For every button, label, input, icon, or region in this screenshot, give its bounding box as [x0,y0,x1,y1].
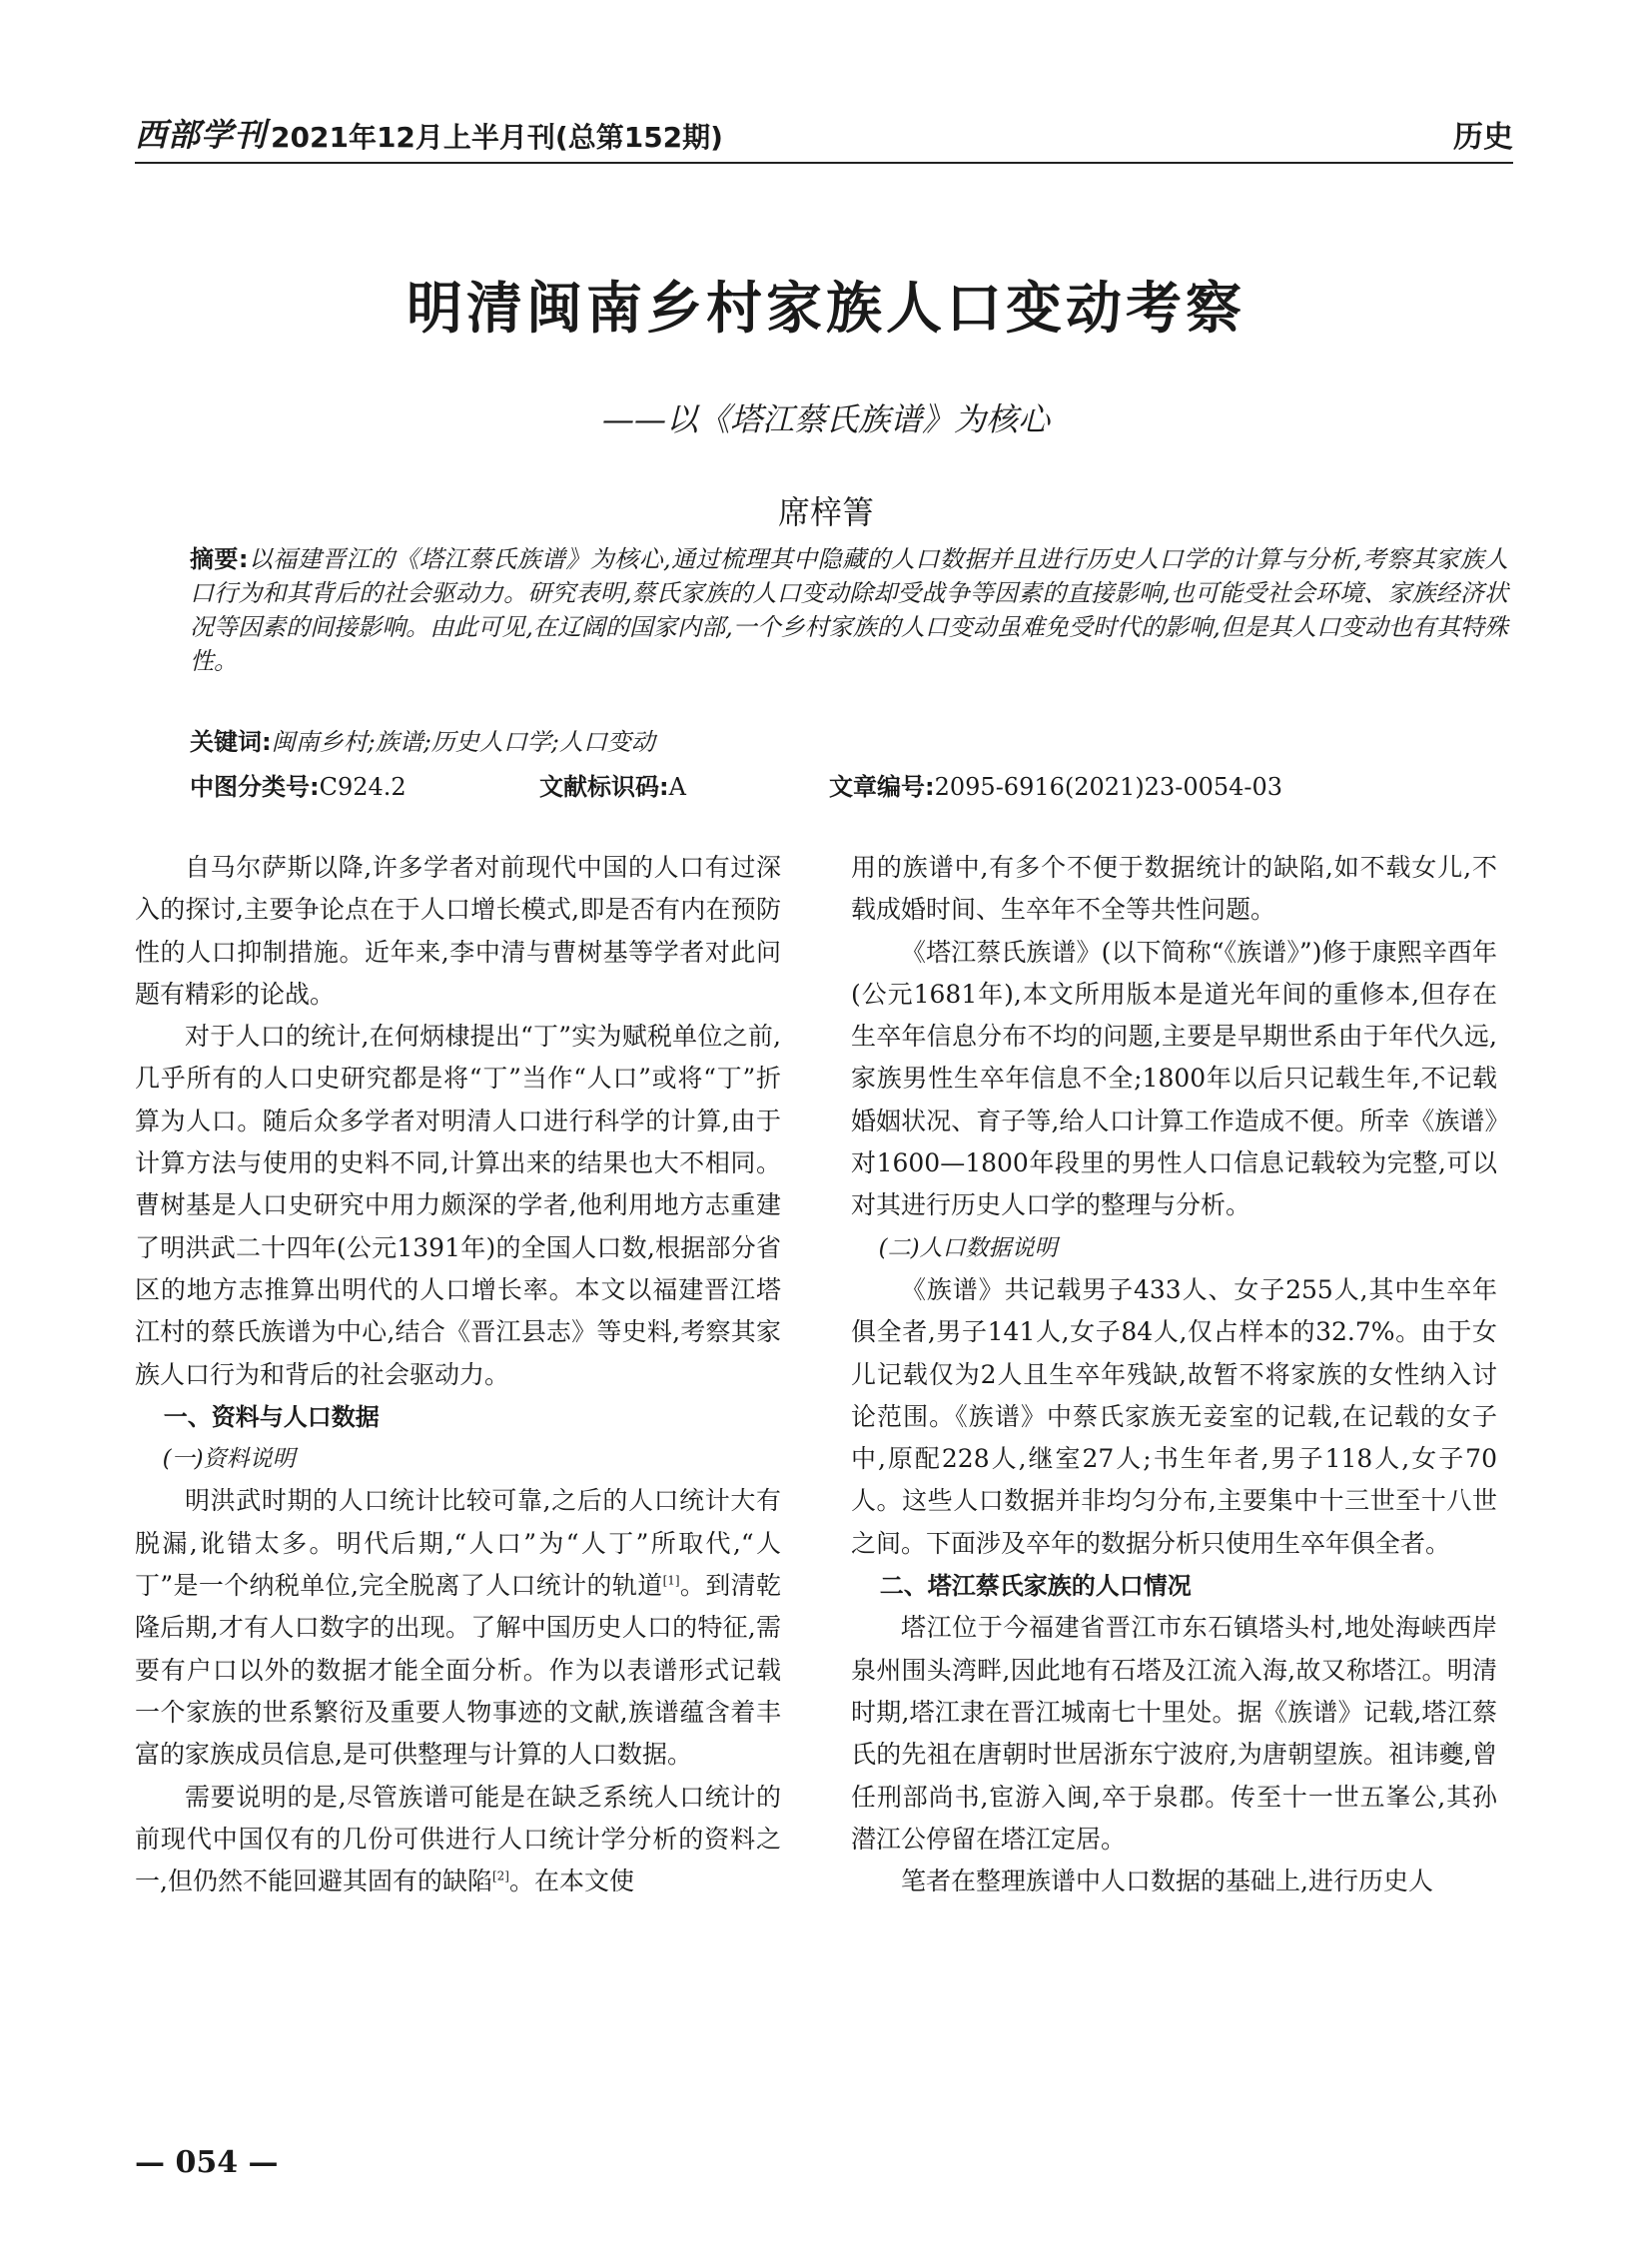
doc-value: A [668,773,686,801]
clc-value: C924.2 [319,773,407,801]
page-number: — 054 — [135,2145,279,2180]
paragraph-text: 。在本文使 [508,1867,634,1896]
section-heading: 二、塔江蔡氏家族的人口情况 [879,1572,1192,1601]
article-value: 2095-6916(2021)23-0054-03 [934,773,1283,801]
keywords [190,722,1508,757]
paragraph [135,1777,781,1903]
article-label: 文章编号: [829,773,935,801]
keywords-text: 闽南乡村;族谱;历史人口学;人口变动 [271,728,655,756]
paragraph-text: 需要说明的是,尽管族谱可能是在缺乏系统人口统计的前现代中国仅有的几份可供进行人口统计学分析的资料之一,但仍然不能回避其固有的缺陷 [135,1782,781,1896]
author-name: 席梓箐 [777,493,874,531]
paragraph: 自马尔萨斯以降,许多学者对前现代中国的人口有过深入的探讨,主要争论点在于人口增长模式,即是否有内在预防性的人口抑制措施。近年来,李中清与曹树基等学者对此问题有精彩的论战。 [135,853,781,1009]
journal-info [135,110,723,156]
clc-label: 中图分类号: [190,773,320,801]
issue-line: 2021年12月上半月刊(总第152期) [271,121,723,154]
paragraph-text: 。到清乾隆后期,才有人口数字的出现。了解中国历史人口的特征,需要有户口以外的数据才能全面分析。作为以表谱形式记载一个家族的世系繁衍及重要人物事迹的文献,族谱蕴含着丰富的家族成员信息,是可供整理与计算的人口数据。 [135,1571,781,1770]
subsection-heading: (二)人口数据说明 [878,1234,1058,1261]
abstract [190,542,1508,678]
article-meta [190,767,1508,802]
clc-number [190,767,539,802]
paragraph: 笔者在整理族谱中人口数据的基础上,进行历史人 [901,1867,1433,1896]
paragraph: 塔江位于今福建省晋江市东石镇塔头村,地处海峡西岸泉州围头湾畔,因此地有石塔及江流入海,故又称塔江。明清时期,塔江隶在晋江城南七十里处。据《族谱》记载,塔江蔡氏的先祖在唐朝时世居浙东宁波府,为唐朝望族。祖讳夔,曾任刑部尚书,宦游入闽,卒于泉郡。传至十一世五峯公,其孙潜江公停留在塔江定居。 [851,1613,1497,1854]
section-heading: 一、资料与人口数据 [163,1402,380,1431]
body-column-right [851,847,1497,1902]
subsection-heading: (一)资料说明 [162,1446,296,1473]
article-number [829,767,1428,802]
body-column-left [135,847,781,1902]
abstract-text: 以福建晋江的《塔江蔡氏族谱》为核心,通过梳理其中隐藏的人口数据并且进行历史人口学的计算与分析,考察其家族人口行为和其背后的社会驱动力。研究表明,蔡氏家族的人口变动除却受战争等因素的直接影响,也可能受社会环境、家族经济状况等因素的间接影响。由此可见,在辽阔的国家内部,一个乡村家族的人口变动虽难免受时代的影响,但是其人口变动也有其特殊性。 [190,545,1508,675]
article-subtitle: ——以《塔江蔡氏族谱》为核心 [601,400,1050,438]
paragraph [135,1480,781,1776]
keywords-label: 关键词: [190,728,272,756]
paragraph: 《族谱》共记载男子433人、女子255人,其中生卒年俱全者,男子141人,女子84人,仅占样本的32.7%。由于女儿记载仅为2人且生卒年残缺,故暂不将家族的女性纳入讨论范围。《族谱》中蔡氏家族无妾室的记载,在记载的女子中,原配228人,继室27人;书生年者,男子118人,女子70人。这些人口数据并非均匀分布,主要集中十三世至十八世之间。下面涉及卒年的数据分析只使用生卒年俱全者。 [851,1274,1497,1558]
citation-ref: [1] [662,1573,680,1588]
header-rule [135,162,1513,164]
article-title: 明清闽南乡村家族人口变动考察 [407,277,1245,342]
journal-logo: 西部学刊 [135,116,268,154]
paragraph: 对于人口的统计,在何炳棣提出“丁”实为赋税单位之前,几乎所有的人口史研究都是将“丁”当作“人口”或将“丁”折算为人口。随后众多学者对明清人口进行科学的计算,由于计算方法与使用的史料不同,计算出来的结果也大不相同。曹树基是人口史研究中用力颇深的学者,他利用地方志重建了明洪武二十四年(公元1391年)的全国人口数,根据部分省区的地方志推算出明代的人口增长率。本文以福建晋江塔江村的蔡氏族谱为中心,结合《晋江县志》等史料,考察其家族人口行为和背后的社会驱动力。 [135,1022,781,1389]
abstract-label: 摘要: [190,545,249,573]
paragraph: 用的族谱中,有多个不便于数据统计的缺陷,如不载女儿,不载成婚时间、生卒年不全等共性问题。 [851,853,1497,925]
citation-ref: [2] [491,1868,509,1883]
doc-label: 文献标识码: [539,773,669,801]
doc-code [539,767,829,802]
running-header [135,112,1513,156]
paragraph: 《塔江蔡氏族谱》(以下简称“《族谱》”)修于康熙辛酉年(公元1681年),本文所用版本是道光年间的重修本,但存在生卒年信息分布不均的问题,主要是早期世系由于年代久远,家族男性生卒年信息不全;1800年以后只记载生年,不记载婚姻状况、育子等,给人口计算工作造成不便。所幸《族谱》对1600—1800年段里的男性人口信息记载较为完整,可以对其进行历史人口学的整理与分析。 [851,937,1497,1220]
section-label: 历史 [1453,120,1513,155]
paragraph-text: 明洪武时期的人口统计比较可靠,之后的人口统计大有脱漏,讹错太多。明代后期,“人口”为“人丁”所取代,“人丁”是一个纳税单位,完全脱离了人口统计的轨道 [135,1486,781,1601]
